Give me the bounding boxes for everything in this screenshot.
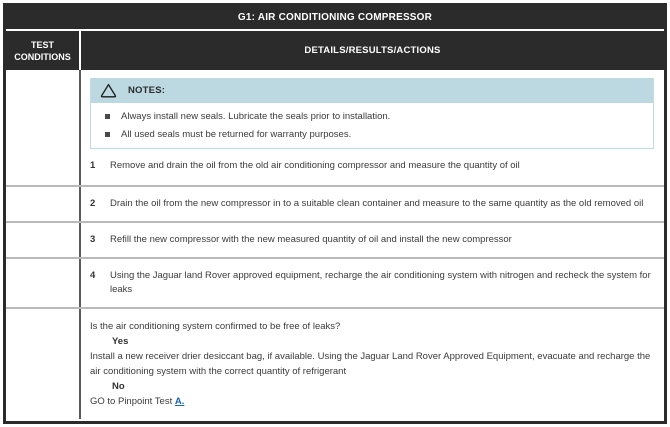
step-number: 2 (90, 198, 96, 209)
column-header-details (81, 31, 664, 70)
details-cell (81, 70, 664, 185)
decision-question: Is the air conditioning system confirmed to be free of leaks? (90, 321, 341, 332)
step-number: 1 (90, 160, 96, 171)
step-1 (81, 149, 664, 183)
notes-box (90, 78, 654, 149)
table-row (6, 223, 664, 259)
details-cell (81, 309, 664, 419)
notes-header (91, 78, 653, 103)
bullet-square-icon (105, 132, 110, 137)
test-conditions-cell (6, 187, 81, 221)
step-2 (81, 187, 664, 221)
step-text: Remove and drain the oil from the old air conditioning compressor and measure the quantity of oil (110, 160, 520, 171)
table-row (6, 309, 664, 419)
table-row (6, 187, 664, 223)
notes-label: NOTES: (128, 85, 166, 96)
pinpoint-test-table (3, 3, 667, 424)
table-title-bar (6, 6, 664, 29)
step-number: 3 (90, 234, 96, 245)
pinpoint-test-a-link[interactable]: A. (174, 396, 185, 407)
warning-triangle-icon (100, 83, 117, 98)
table-body (6, 70, 664, 419)
column-header-test-conditions (6, 31, 81, 70)
page-title: G1: AIR CONDITIONING COMPRESSOR (237, 12, 433, 23)
details-cell (81, 223, 664, 257)
list-item (99, 107, 645, 125)
step-text: Refill the new compressor with the new measured quantity of oil and install the new compressor (110, 234, 512, 245)
note-text: All used seals must be returned for warranty purposes. (121, 128, 352, 140)
column-header-details-label: DETAILS/RESULTS/ACTIONS (304, 45, 441, 56)
table-row (6, 70, 664, 187)
step-number: 4 (90, 270, 96, 281)
decision-no-action (90, 394, 652, 409)
test-conditions-cell (6, 223, 81, 257)
test-conditions-cell (6, 259, 81, 307)
note-text: Always install new seals. Lubricate the seals prior to installation. (121, 110, 391, 122)
details-cell (81, 187, 664, 221)
list-item (99, 125, 645, 143)
column-header-test-conditions-line1: TEST (30, 39, 54, 50)
test-conditions-cell (6, 309, 81, 419)
table-row (6, 259, 664, 309)
step-text: Drain the oil from the new compressor in to a suitable clean container and measure to the same quantity as the old removed oil (110, 198, 644, 209)
decision-yes-action: Install a new receiver drier desiccant bag, if available. Using the Jaguar Land Rover Approved Equipment, evacuate and recharge the air conditioning system with the correct quantity of refrigerant (90, 351, 651, 377)
bullet-square-icon (105, 114, 110, 119)
column-header-row (6, 29, 664, 70)
step-3 (81, 223, 664, 257)
step-4 (81, 259, 664, 307)
decision-no-label: No (112, 381, 125, 392)
test-conditions-cell (6, 70, 81, 185)
notes-container (81, 70, 664, 149)
step-text: Using the Jaguar land Rover approved equipment, recharge the air conditioning system with nitrogen and recheck the system for leaks (110, 270, 651, 295)
notes-list (91, 103, 653, 148)
decision-no-action-text: GO to Pinpoint Test (90, 396, 175, 407)
decision-yes-label: Yes (112, 336, 129, 347)
decision-block (81, 309, 664, 419)
details-cell (81, 259, 664, 307)
column-header-test-conditions-line2: CONDITIONS (14, 51, 71, 62)
